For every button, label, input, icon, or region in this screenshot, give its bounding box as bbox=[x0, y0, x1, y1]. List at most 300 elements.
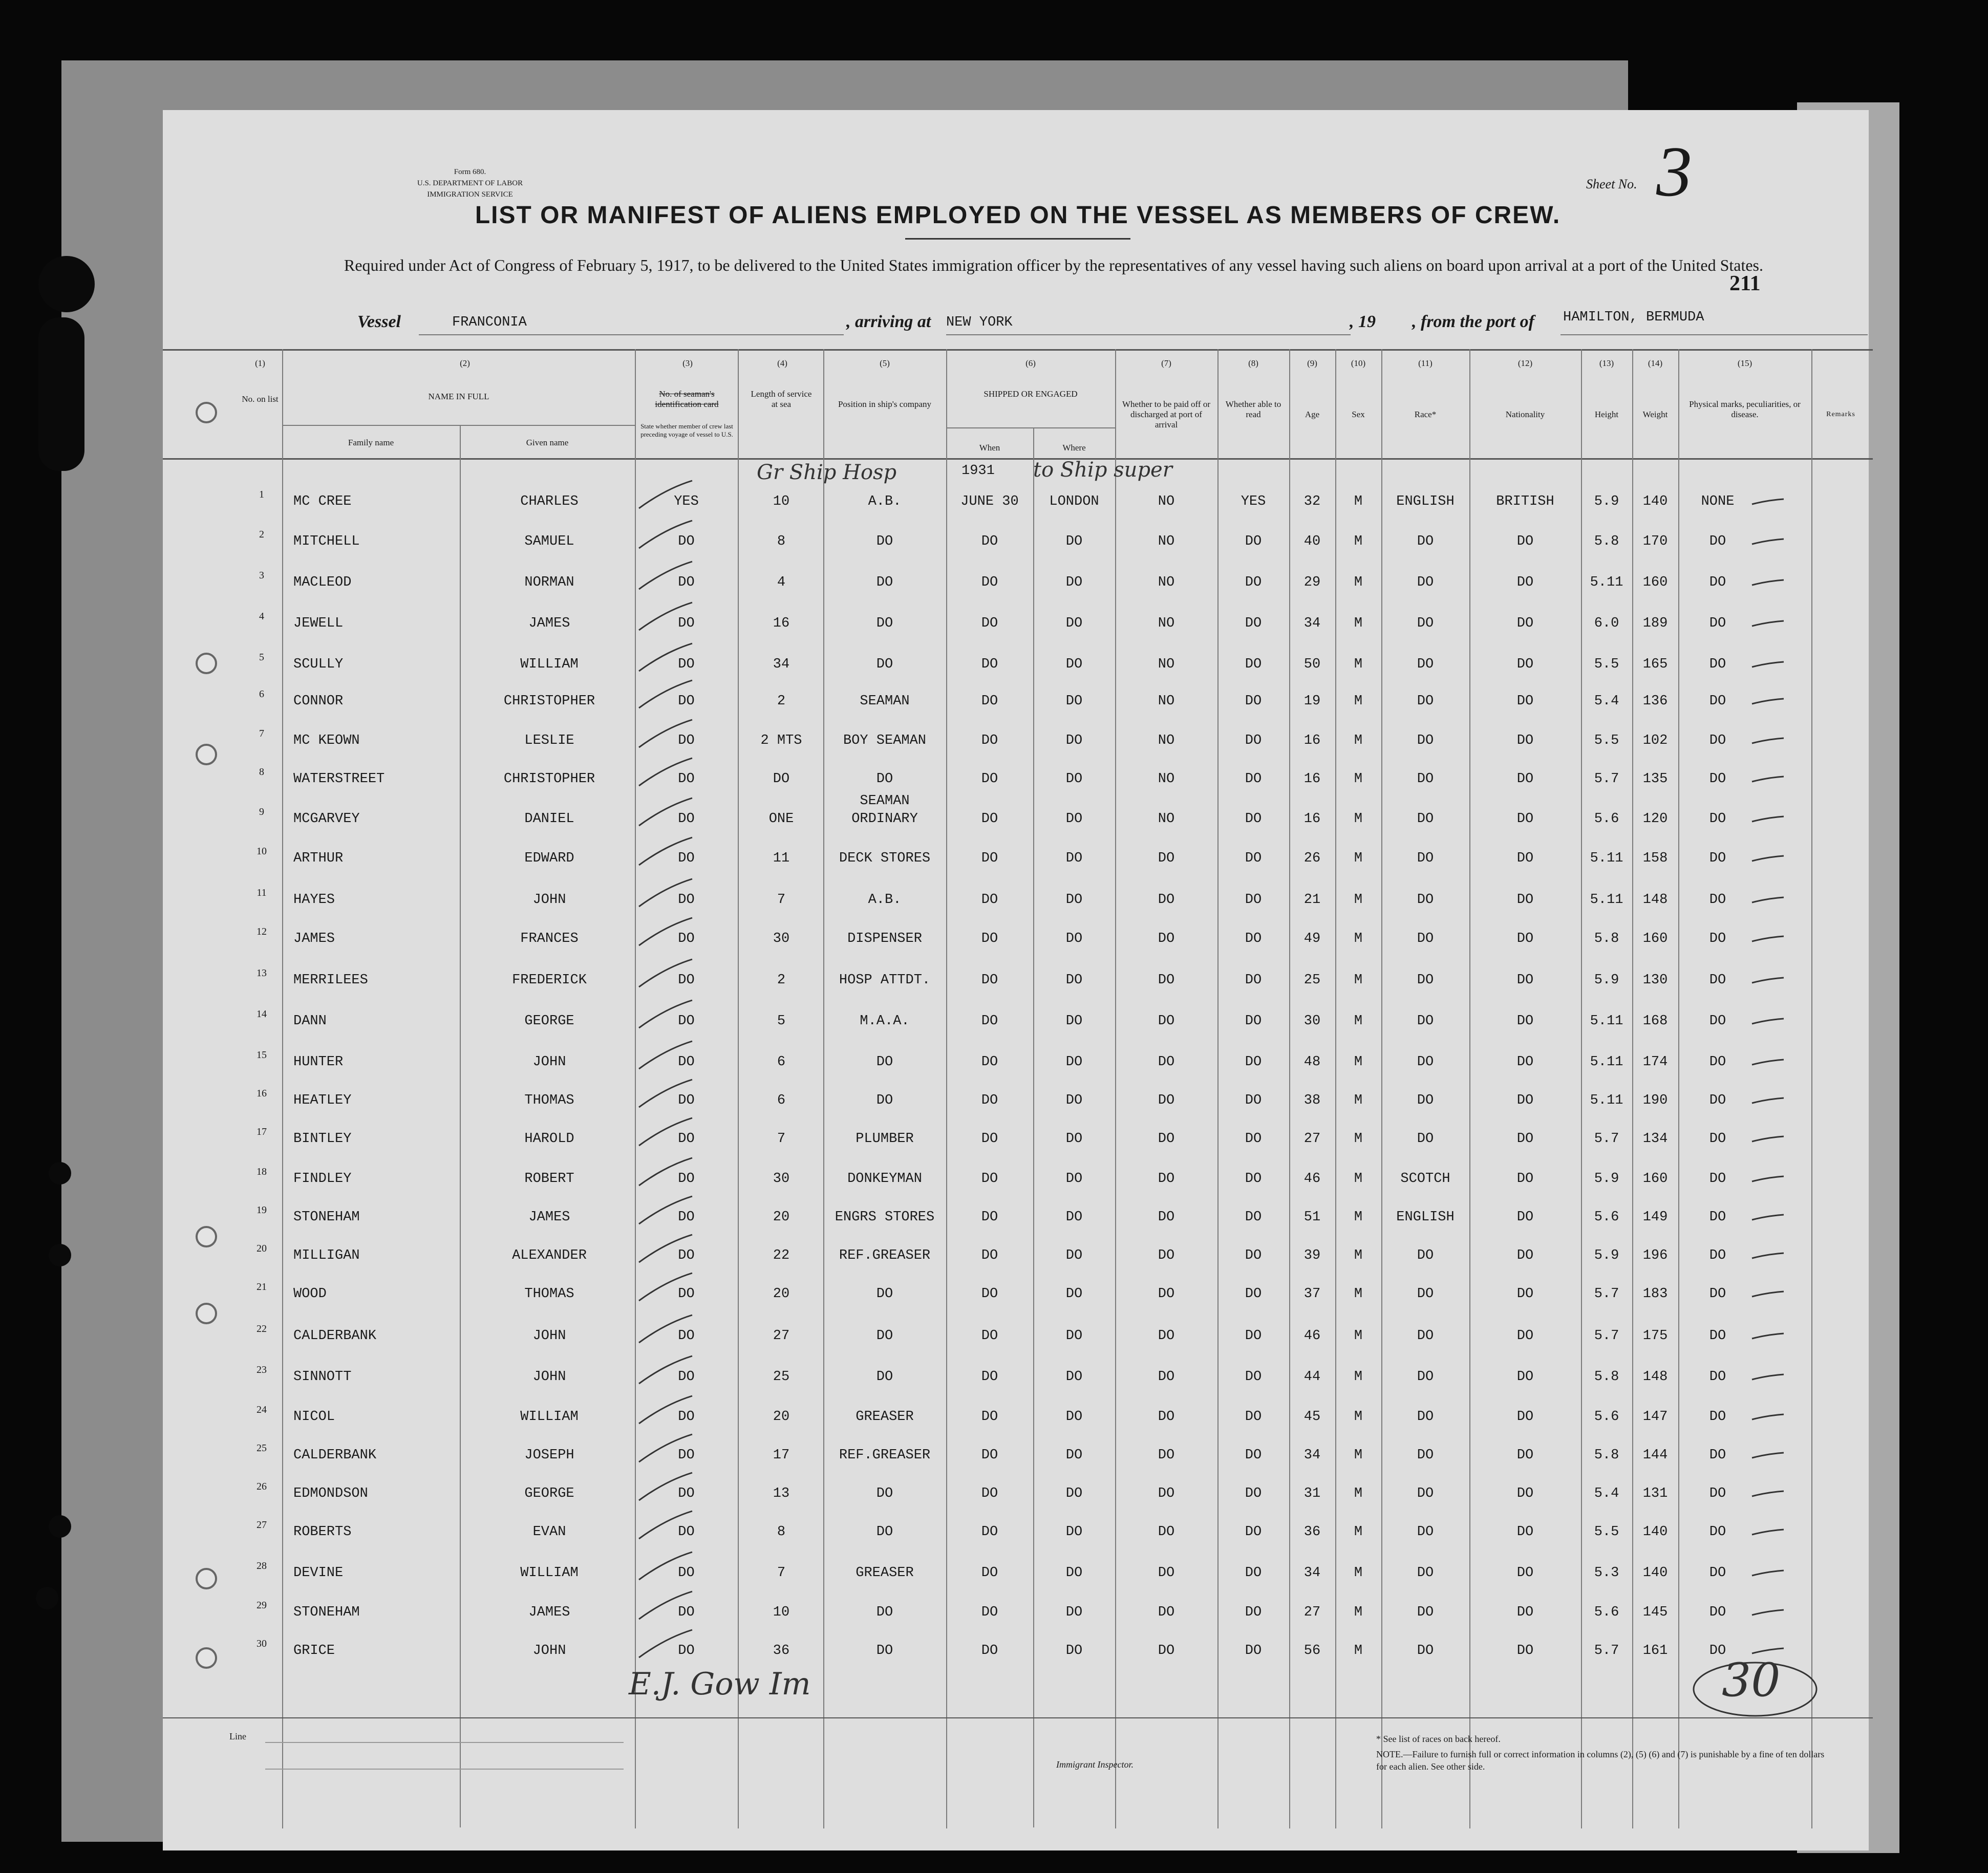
cell-given: THOMAS bbox=[524, 1093, 574, 1108]
cell-sex: M bbox=[1354, 811, 1363, 827]
header-physical: Physical marks, peculiarities, or disease. bbox=[1689, 399, 1801, 419]
cell-len: 20 bbox=[773, 1210, 790, 1225]
cell-read: DO bbox=[1245, 733, 1262, 748]
cell-pos: DO bbox=[876, 1286, 893, 1302]
cell-wt: 140 bbox=[1642, 494, 1668, 509]
cell-nat: DO bbox=[1516, 1328, 1534, 1344]
cell-read: DO bbox=[1245, 1248, 1262, 1263]
cell-where: DO bbox=[1065, 1565, 1083, 1581]
inspector-signature: E.J. Gow Im bbox=[629, 1666, 811, 1702]
cell-given: JOHN bbox=[532, 1328, 566, 1344]
checkmark-stroke bbox=[635, 1233, 696, 1268]
cell-family: MC CREE bbox=[293, 494, 352, 509]
cell-prev: DO bbox=[678, 1171, 695, 1187]
cell-len: 8 bbox=[777, 1524, 786, 1540]
cell-wt: 144 bbox=[1642, 1448, 1668, 1463]
checkmark-stroke bbox=[635, 835, 696, 871]
cell-wt: 158 bbox=[1642, 851, 1668, 866]
cell-read: DO bbox=[1245, 1171, 1262, 1187]
cell-nat: DO bbox=[1516, 1286, 1534, 1302]
cell-wt: 165 bbox=[1642, 657, 1668, 672]
cell-nat: DO bbox=[1516, 1248, 1534, 1263]
cell-read: DO bbox=[1245, 1369, 1262, 1385]
cell-given: JOHN bbox=[532, 1054, 566, 1070]
cell-prev: DO bbox=[678, 534, 695, 549]
cell-sex: M bbox=[1354, 771, 1363, 787]
cell-prev: DO bbox=[678, 694, 695, 709]
cell-ht: 5.4 bbox=[1594, 1486, 1619, 1501]
cell-age: 34 bbox=[1303, 1448, 1321, 1463]
cell-paid: NO bbox=[1158, 811, 1175, 827]
cell-age: 48 bbox=[1303, 1054, 1321, 1070]
cell-paid: DO bbox=[1158, 1093, 1175, 1108]
cell-len: ONE bbox=[768, 811, 794, 827]
cell-len: 20 bbox=[773, 1286, 790, 1302]
cell-ht: 5.11 bbox=[1590, 892, 1623, 908]
cell-race: DO bbox=[1417, 931, 1434, 946]
cell-read: DO bbox=[1245, 1486, 1262, 1501]
cell-given: ROBERT bbox=[524, 1171, 574, 1187]
cell-wt: 102 bbox=[1642, 733, 1668, 748]
cell-nat: DO bbox=[1516, 1369, 1534, 1385]
punch-hole bbox=[196, 1226, 217, 1247]
cell-nat: DO bbox=[1516, 1565, 1534, 1581]
cell-sex: M bbox=[1354, 534, 1363, 549]
cell-sex: M bbox=[1354, 1524, 1363, 1540]
col-divider bbox=[460, 425, 461, 1827]
cell-wt: 190 bbox=[1642, 1093, 1668, 1108]
cell-sex: M bbox=[1354, 1248, 1363, 1263]
cell-phys: DO bbox=[1709, 534, 1726, 549]
colnum: (6) bbox=[1025, 358, 1036, 368]
header-given-name: Given name bbox=[526, 438, 569, 447]
cell-pos: DO bbox=[876, 657, 893, 672]
stamp-code: 211 bbox=[1729, 272, 1761, 295]
row-number: 12 bbox=[256, 926, 267, 937]
cell-age: 44 bbox=[1303, 1369, 1321, 1385]
cell-when: DO bbox=[981, 1605, 998, 1620]
cell-prev: DO bbox=[678, 575, 695, 590]
page-subtitle: Required under Act of Congress of February 5, 1917, to be delivered to the United States immigration officer by the representatives of any vessel having such aliens on board upon arrival at a port of the United States. bbox=[344, 256, 1763, 274]
cell-phys: DO bbox=[1709, 1248, 1726, 1263]
dash-mark bbox=[1750, 895, 1786, 906]
cell-sex: M bbox=[1354, 892, 1363, 908]
cell-race: DO bbox=[1417, 1286, 1434, 1302]
cell-pos: PLUMBER bbox=[856, 1131, 914, 1147]
footer-races-note: * See list of races on back hereof. bbox=[1376, 1734, 1501, 1744]
cell-paid: NO bbox=[1158, 575, 1175, 590]
cell-sex: M bbox=[1354, 494, 1363, 509]
cell-sex: M bbox=[1354, 1286, 1363, 1302]
cell-paid: NO bbox=[1158, 657, 1175, 672]
cell-read: DO bbox=[1245, 657, 1262, 672]
cell-when: DO bbox=[981, 973, 998, 988]
cell-pos: DO bbox=[876, 534, 893, 549]
cell-paid: DO bbox=[1158, 892, 1175, 908]
total-crew-count: 30 bbox=[1722, 1653, 1781, 1707]
dash-mark bbox=[1750, 660, 1786, 670]
row-number: 5 bbox=[259, 652, 264, 663]
cell-age: 34 bbox=[1303, 1565, 1321, 1581]
cell-race: DO bbox=[1417, 1524, 1434, 1540]
cell-paid: NO bbox=[1158, 733, 1175, 748]
cell-phys: DO bbox=[1709, 1605, 1726, 1620]
cell-family: MCGARVEY bbox=[293, 811, 360, 827]
cell-prev: DO bbox=[678, 733, 695, 748]
cell-phys: DO bbox=[1709, 1643, 1726, 1659]
cell-read: DO bbox=[1245, 575, 1262, 590]
cell-nat: DO bbox=[1516, 851, 1534, 866]
cell-family: HEATLEY bbox=[293, 1093, 352, 1108]
cell-nat: DO bbox=[1516, 1131, 1534, 1147]
cell-prev: DO bbox=[678, 1328, 695, 1344]
cell-read: DO bbox=[1245, 1131, 1262, 1147]
col-divider bbox=[1811, 349, 1812, 1828]
cell-family: DEVINE bbox=[293, 1565, 344, 1581]
cell-phys: DO bbox=[1709, 851, 1726, 866]
cell-when: DO bbox=[981, 892, 998, 908]
cell-sex: M bbox=[1354, 1210, 1363, 1225]
dash-mark bbox=[1750, 774, 1786, 785]
cell-where: DO bbox=[1065, 1524, 1083, 1540]
form-service: IMMIGRATION SERVICE bbox=[427, 190, 513, 199]
cell-pos: DONKEYMAN bbox=[847, 1171, 922, 1187]
checkmark-stroke bbox=[635, 1194, 696, 1230]
cell-nat: DO bbox=[1516, 575, 1534, 590]
checkmark-stroke bbox=[635, 796, 696, 832]
cell-len: 5 bbox=[777, 1014, 786, 1029]
dash-mark bbox=[1750, 697, 1786, 707]
cell-len: 11 bbox=[773, 851, 790, 866]
cell-len: 6 bbox=[777, 1054, 786, 1070]
cell-ht: 5.9 bbox=[1594, 973, 1619, 988]
cell-ht: 5.4 bbox=[1594, 694, 1619, 709]
cell-phys: DO bbox=[1709, 575, 1726, 590]
cell-where: DO bbox=[1065, 616, 1083, 631]
dash-mark bbox=[1750, 1412, 1786, 1423]
cell-family: EDMONDSON bbox=[293, 1486, 368, 1501]
manifest-page bbox=[163, 110, 1869, 1850]
colnum: (3) bbox=[682, 358, 693, 368]
vessel-label: Vessel bbox=[357, 312, 401, 331]
cell-pos: SEAMAN bbox=[860, 694, 910, 709]
binder-hole bbox=[49, 1244, 71, 1266]
cell-ht: 5.5 bbox=[1594, 733, 1619, 748]
cell-race: DO bbox=[1417, 657, 1434, 672]
cell-prev: DO bbox=[678, 811, 695, 827]
cell-given: DANIEL bbox=[524, 811, 574, 827]
handwritten-annotation: to Ship super bbox=[1033, 458, 1172, 482]
cell-read: DO bbox=[1245, 534, 1262, 549]
cell-when: DO bbox=[981, 1486, 998, 1501]
cell-phys: DO bbox=[1709, 733, 1726, 748]
cell-family: NICOL bbox=[293, 1409, 335, 1425]
cell-sex: M bbox=[1354, 1369, 1363, 1385]
cell-race: DO bbox=[1417, 1486, 1434, 1501]
cell-when: DO bbox=[981, 1093, 998, 1108]
cell-ht: 5.7 bbox=[1594, 1328, 1619, 1344]
year-shipped: 1931 bbox=[961, 463, 995, 479]
cell-age: 27 bbox=[1303, 1131, 1321, 1147]
cell-ht: 5.8 bbox=[1594, 1448, 1619, 1463]
cell-len: 20 bbox=[773, 1409, 790, 1425]
cell-prev: DO bbox=[678, 1605, 695, 1620]
cell-read: DO bbox=[1245, 771, 1262, 787]
cell-ht: 5.3 bbox=[1594, 1565, 1619, 1581]
header-seaman-id: No. of seaman's identification card bbox=[655, 389, 719, 409]
cell-where: DO bbox=[1065, 1054, 1083, 1070]
cell-nat: DO bbox=[1516, 534, 1534, 549]
cell-where: DO bbox=[1065, 851, 1083, 866]
dash-mark bbox=[1750, 578, 1786, 588]
checkmark-stroke bbox=[635, 479, 696, 514]
cell-nat: DO bbox=[1516, 1093, 1534, 1108]
cell-prev: DO bbox=[678, 1643, 695, 1659]
cell-where: DO bbox=[1065, 1248, 1083, 1263]
cell-family: WOOD bbox=[293, 1286, 327, 1302]
cell-sex: M bbox=[1354, 973, 1363, 988]
colnum: (8) bbox=[1248, 358, 1258, 368]
cell-read: DO bbox=[1245, 1014, 1262, 1029]
dash-mark bbox=[1750, 537, 1786, 547]
dash-mark bbox=[1750, 1289, 1786, 1300]
row-number: 16 bbox=[256, 1088, 267, 1099]
cell-nat: DO bbox=[1516, 771, 1534, 787]
cell-nat: DO bbox=[1516, 1448, 1534, 1463]
cell-len: 30 bbox=[773, 1171, 790, 1187]
cell-read: DO bbox=[1245, 1448, 1262, 1463]
colnum: (1) bbox=[255, 358, 265, 368]
cell-pos-line2: SEAMAN bbox=[860, 793, 910, 809]
cell-when: DO bbox=[981, 851, 998, 866]
row-number: 22 bbox=[256, 1323, 267, 1334]
cell-read: DO bbox=[1245, 1328, 1262, 1344]
cell-ht: 5.6 bbox=[1594, 1605, 1619, 1620]
cell-race: DO bbox=[1417, 892, 1434, 908]
checkmark-stroke bbox=[635, 1039, 696, 1075]
cell-ht: 5.11 bbox=[1590, 1054, 1623, 1070]
cell-ht: 5.11 bbox=[1590, 851, 1623, 866]
footer-line-rule bbox=[265, 1742, 624, 1743]
cell-phys: DO bbox=[1709, 1286, 1726, 1302]
cell-ht: 5.9 bbox=[1594, 1171, 1619, 1187]
colnum: (11) bbox=[1418, 358, 1433, 368]
cell-race: DO bbox=[1417, 1605, 1434, 1620]
cell-when: DO bbox=[981, 1409, 998, 1425]
cell-paid: DO bbox=[1158, 1131, 1175, 1147]
cell-phys: DO bbox=[1709, 811, 1726, 827]
cell-where: DO bbox=[1065, 771, 1083, 787]
cell-phys: DO bbox=[1709, 892, 1726, 908]
cell-ht: 5.8 bbox=[1594, 534, 1619, 549]
checkmark-stroke bbox=[635, 957, 696, 993]
cell-prev: DO bbox=[678, 616, 695, 631]
cell-wt: 130 bbox=[1642, 973, 1668, 988]
cell-len: DO bbox=[773, 771, 790, 787]
row-number: 24 bbox=[256, 1404, 267, 1415]
cell-nat: BRITISH bbox=[1496, 494, 1554, 509]
name-subheader-rule bbox=[282, 425, 635, 426]
checkmark-stroke bbox=[635, 1589, 696, 1625]
cell-where: DO bbox=[1065, 1131, 1083, 1147]
row-number: 9 bbox=[259, 806, 264, 817]
cell-paid: DO bbox=[1158, 931, 1175, 946]
cell-when: DO bbox=[981, 1643, 998, 1659]
cell-sex: M bbox=[1354, 1448, 1363, 1463]
cell-given: CHRISTOPHER bbox=[503, 771, 595, 787]
cell-paid: DO bbox=[1158, 1486, 1175, 1501]
cell-sex: M bbox=[1354, 1605, 1363, 1620]
cell-race: DO bbox=[1417, 1093, 1434, 1108]
cell-read: DO bbox=[1245, 1093, 1262, 1108]
cell-given: EDWARD bbox=[524, 851, 574, 866]
checkmark-stroke bbox=[635, 1628, 696, 1664]
title-rule bbox=[905, 238, 1130, 240]
cell-where: DO bbox=[1065, 657, 1083, 672]
cell-read: DO bbox=[1245, 973, 1262, 988]
cell-race: DO bbox=[1417, 616, 1434, 631]
header-age: Age bbox=[1305, 410, 1320, 419]
cell-ht: 5.9 bbox=[1594, 494, 1619, 509]
cell-len: 2 bbox=[777, 973, 786, 988]
cell-paid: NO bbox=[1158, 494, 1175, 509]
header-where: Where bbox=[1062, 443, 1086, 453]
cell-read: DO bbox=[1245, 1643, 1262, 1659]
colnum: (10) bbox=[1351, 358, 1366, 368]
cell-family: SCULLY bbox=[293, 657, 344, 672]
cell-nat: DO bbox=[1516, 1409, 1534, 1425]
row-number: 29 bbox=[256, 1600, 267, 1611]
cell-given: JOHN bbox=[532, 1643, 566, 1659]
cell-paid: NO bbox=[1158, 534, 1175, 549]
checkmark-stroke bbox=[635, 678, 696, 714]
cell-where: DO bbox=[1065, 1448, 1083, 1463]
colnum: (7) bbox=[1161, 358, 1171, 368]
cell-given: SAMUEL bbox=[524, 534, 574, 549]
cell-when: DO bbox=[981, 771, 998, 787]
cell-where: DO bbox=[1065, 1643, 1083, 1659]
checkmark-stroke bbox=[635, 1156, 696, 1192]
cell-paid: DO bbox=[1158, 1286, 1175, 1302]
checkmark-stroke bbox=[635, 877, 696, 913]
cell-prev: DO bbox=[678, 1054, 695, 1070]
cell-family: CALDERBANK bbox=[293, 1448, 377, 1463]
dash-mark bbox=[1750, 1568, 1786, 1579]
header-name-in-full: NAME IN FULL bbox=[428, 392, 489, 401]
header-remarks: Remarks bbox=[1826, 411, 1855, 418]
cell-len: 27 bbox=[773, 1328, 790, 1344]
checkmark-stroke bbox=[635, 1271, 696, 1307]
cell-race: DO bbox=[1417, 973, 1434, 988]
row-number: 23 bbox=[256, 1364, 267, 1375]
cell-wt: 160 bbox=[1642, 1171, 1668, 1187]
dash-mark bbox=[1750, 1372, 1786, 1383]
cell-wt: 120 bbox=[1642, 811, 1668, 827]
footer-inspector-label: Immigrant Inspector. bbox=[1056, 1759, 1134, 1770]
cell-when: DO bbox=[981, 534, 998, 549]
cell-age: 38 bbox=[1303, 1093, 1321, 1108]
cell-pos: DO bbox=[876, 1369, 893, 1385]
header-weight: Weight bbox=[1642, 410, 1668, 419]
cell-prev: DO bbox=[678, 1409, 695, 1425]
header-family-name: Family name bbox=[348, 438, 394, 447]
cell-prev: DO bbox=[678, 1286, 695, 1302]
header-length: Length of service at sea bbox=[751, 389, 812, 409]
cell-read: DO bbox=[1245, 1409, 1262, 1425]
cell-age: 21 bbox=[1303, 892, 1321, 908]
cell-sex: M bbox=[1354, 733, 1363, 748]
punch-hole bbox=[196, 1303, 217, 1324]
cell-sex: M bbox=[1354, 1328, 1363, 1344]
cell-given: WILLIAM bbox=[520, 1409, 579, 1425]
cell-ht: 5.8 bbox=[1594, 931, 1619, 946]
cell-paid: DO bbox=[1158, 1210, 1175, 1225]
cell-read: DO bbox=[1245, 892, 1262, 908]
cell-family: ARTHUR bbox=[293, 851, 344, 866]
row-number: 20 bbox=[256, 1243, 267, 1254]
binder-hole bbox=[49, 1515, 71, 1538]
cell-when: DO bbox=[981, 1369, 998, 1385]
cell-phys: DO bbox=[1709, 616, 1726, 631]
cell-when: DO bbox=[981, 1448, 998, 1463]
cell-age: 37 bbox=[1303, 1286, 1321, 1302]
cell-nat: DO bbox=[1516, 931, 1534, 946]
cell-where: DO bbox=[1065, 931, 1083, 946]
cell-where: DO bbox=[1065, 575, 1083, 590]
cell-sex: M bbox=[1354, 1643, 1363, 1659]
cell-nat: DO bbox=[1516, 616, 1534, 631]
cell-family: HAYES bbox=[293, 892, 335, 908]
cell-ht: 5.7 bbox=[1594, 1131, 1619, 1147]
checkmark-stroke bbox=[635, 1078, 696, 1113]
cell-race: DO bbox=[1417, 1014, 1434, 1029]
cell-wt: 168 bbox=[1642, 1014, 1668, 1029]
cell-where: DO bbox=[1065, 1369, 1083, 1385]
cell-prev: DO bbox=[678, 1369, 695, 1385]
cell-race: SCOTCH bbox=[1400, 1171, 1450, 1187]
cell-age: 30 bbox=[1303, 1014, 1321, 1029]
cell-wt: 148 bbox=[1642, 892, 1668, 908]
cell-wt: 135 bbox=[1642, 771, 1668, 787]
cell-prev: DO bbox=[678, 973, 695, 988]
footer-line-label: Line bbox=[229, 1731, 246, 1741]
row-number: 2 bbox=[259, 529, 264, 540]
cell-family: HUNTER bbox=[293, 1054, 344, 1070]
cell-pos: DISPENSER bbox=[847, 931, 922, 946]
cell-paid: DO bbox=[1158, 1171, 1175, 1187]
year-label: , 19 bbox=[1350, 312, 1376, 331]
cell-read: DO bbox=[1245, 1286, 1262, 1302]
cell-age: 16 bbox=[1303, 811, 1321, 827]
cell-nat: DO bbox=[1516, 1486, 1534, 1501]
punch-hole bbox=[196, 1647, 217, 1669]
footer-note: NOTE.—Failure to furnish full or correct information in columns (2), (5) (6) and (7) is punishable by a fine of ten dollars for each alien. See other side. bbox=[1376, 1749, 1825, 1772]
cell-wt: 161 bbox=[1642, 1643, 1668, 1659]
colnum: (13) bbox=[1599, 358, 1614, 368]
cell-paid: DO bbox=[1158, 1605, 1175, 1620]
cell-race: ENGLISH bbox=[1396, 1210, 1455, 1225]
cell-family: ROBERTS bbox=[293, 1524, 352, 1540]
cell-given: JOHN bbox=[532, 1369, 566, 1385]
cell-wt: 175 bbox=[1642, 1328, 1668, 1344]
cell-wt: 196 bbox=[1642, 1248, 1668, 1263]
col-divider bbox=[282, 349, 283, 1828]
dash-mark bbox=[1750, 1174, 1786, 1185]
cell-len: 36 bbox=[773, 1643, 790, 1659]
cell-len: 25 bbox=[773, 1369, 790, 1385]
cell-age: 34 bbox=[1303, 616, 1321, 631]
cell-ht: 5.8 bbox=[1594, 1369, 1619, 1385]
